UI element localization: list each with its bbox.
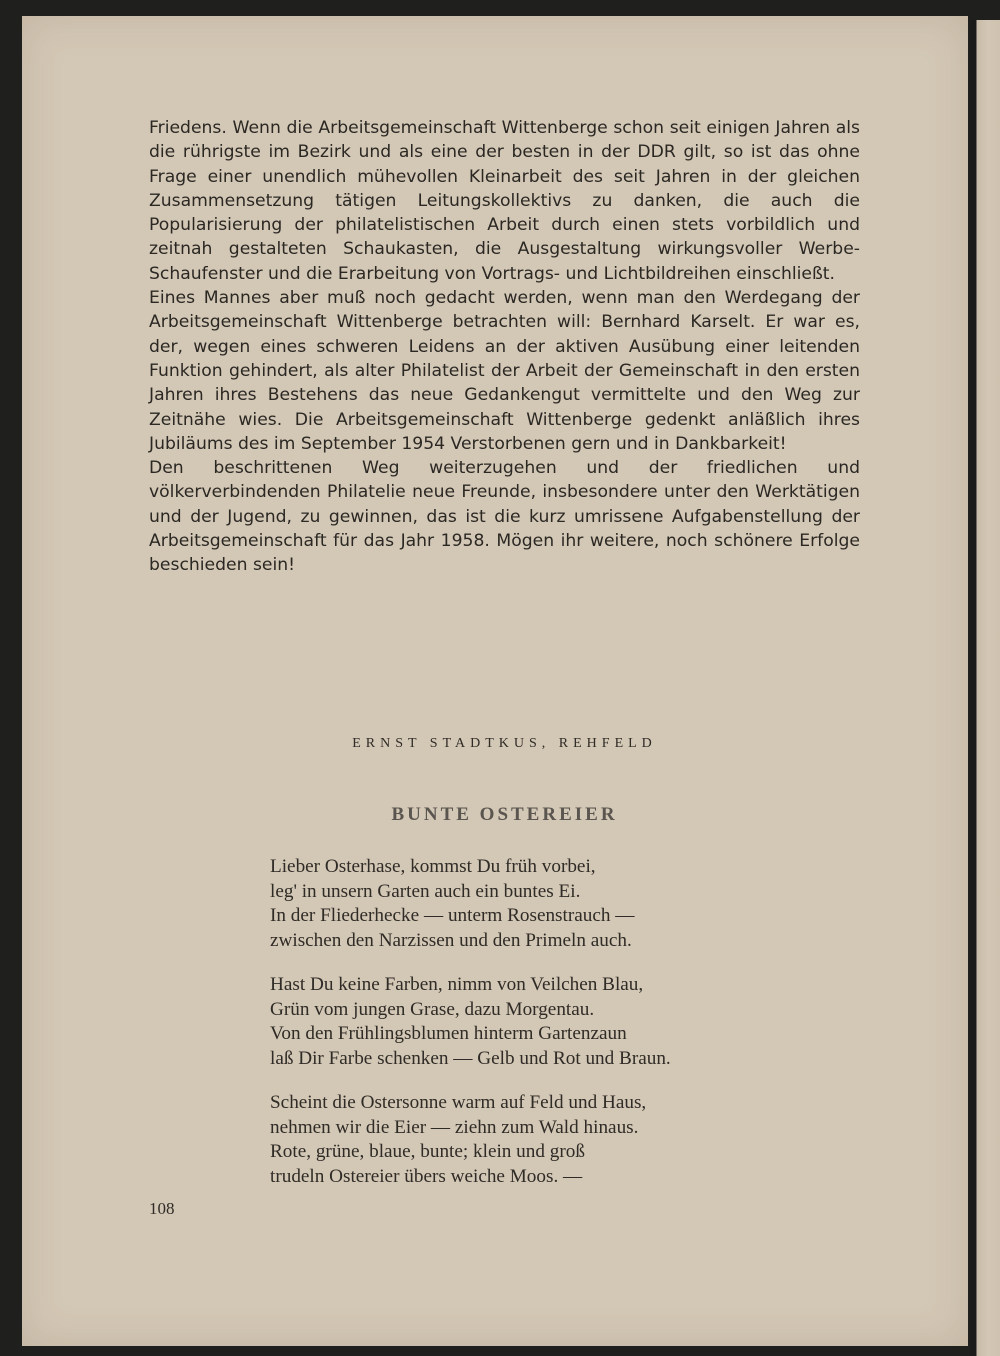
paragraph: Friedens. Wenn die Arbeitsgemeinschaft Wittenberge schon seit einigen Jahren als die rührigste im Bezirk und als eine der besten in der DDR gilt, so ist das ohne Frage einer unendlich mühevollen Kleinarbeit des seit Jahren in der gleichen Zusammensetzung tätigen Leitungskollektivs zu danken, die auch die Popularisierung der philatelistischen Arbeit durch einen stets vorbildlich und zeitnah gestalteten Schaukasten, die Ausgestaltung wirkungsvoller Werbe-Schaufenster und die Erarbeitung von Vortrags- und Lichtbildreihen einschließt.	[149, 118, 860, 284]
poem-line: zwischen den Narzissen und den Primeln auch.	[270, 929, 632, 951]
poem-line: nehmen wir die Eier — ziehn zum Wald hinaus.	[270, 1116, 639, 1138]
poem-line: Lieber Osterhase, kommst Du früh vorbei,	[270, 856, 596, 877]
poem-stanza	[270, 1091, 830, 1189]
next-page-edge	[970, 0, 1000, 1356]
poem-line: Rote, grüne, blaue, bunte; klein und groß	[270, 1141, 585, 1162]
poem-line: Grün vom jungen Grase, dazu Morgentau.	[270, 998, 595, 1020]
poem-stanza	[270, 855, 830, 953]
poem-line: leg' in unsern Garten auch ein buntes Ei.	[270, 880, 581, 902]
scan-corner	[968, 0, 1000, 20]
paragraph: Eines Mannes aber muß noch gedacht werden, wenn man den Werdegang der Arbeitsgemeinschaft Wittenberge betrachten will: Bernhard Karselt. Er war es, der, wegen eines schweren Leidens an der aktiven Ausübung einer leitenden Funktion gehindert, als alter Philatelist der Arbeit der Gemeinschaft in den ersten Jahren ihres Bestehens das neue Gedankengut vermittelte und den Weg zur Zeitnähe wies. Die Arbeitsgemeinschaft Wittenberge gedenkt anläßlich ihres Jubiläums des im September 1954 Verstorbenen gern und in Dankbarkeit!	[149, 288, 860, 454]
poem-line: trudeln Ostereier übers weiche Moos. —	[270, 1165, 583, 1187]
article-text	[149, 116, 860, 578]
poem-line: In der Fliederhecke — unterm Rosenstrauch —	[270, 905, 635, 926]
poem-line: Von den Frühlingsblumen hinterm Gartenzaun	[270, 1023, 627, 1044]
poem-line: Scheint die Ostersonne warm auf Feld und Haus,	[270, 1092, 647, 1113]
paragraph: Den beschrittenen Weg weiterzugehen und der friedlichen und völkerverbindenden Philatelie neue Freunde, insbesondere unter den Werktätigen und der Jugend, zu gewinnen, das ist die kurz umrissene Aufgabenstellung der Arbeitsgemeinschaft für das Jahr 1958. Mögen ihr weitere, noch schönere Erfolge beschieden sein!	[149, 458, 860, 576]
poem	[270, 855, 830, 1209]
poem-line: Hast Du keine Farben, nimm von Veilchen Blau,	[270, 974, 644, 995]
poem-author: ERNST STADTKUS, REHFELD	[352, 736, 657, 751]
page-number: 108	[149, 1199, 175, 1218]
poem-stanza	[270, 973, 830, 1071]
poem-title: BUNTE OSTEREIER	[391, 804, 618, 825]
poem-line: laß Dir Farbe schenken — Gelb und Rot und Braun.	[270, 1047, 671, 1069]
